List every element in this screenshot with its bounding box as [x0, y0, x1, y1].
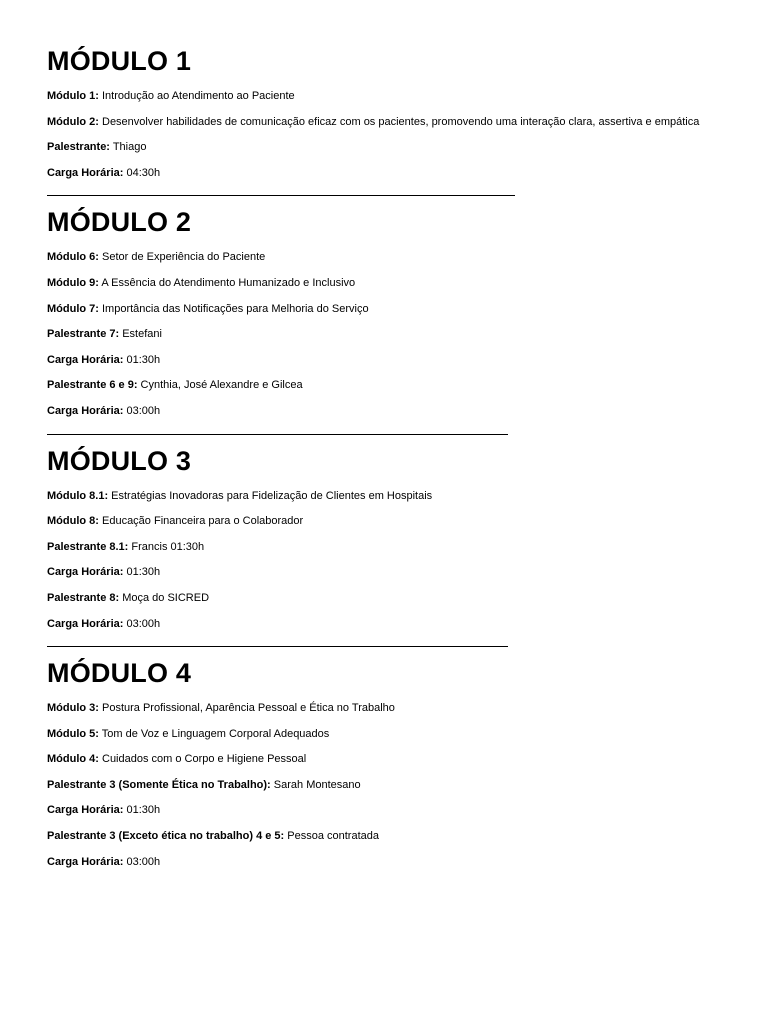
module-2-title: MÓDULO 2 [47, 207, 192, 238]
line-label: Módulo 1: [47, 90, 99, 102]
module-1-line-3 [47, 140, 707, 154]
line-text: Cuidados com o Corpo e Higiene Pessoal [98, 753, 307, 766]
module-4-line-4 [47, 778, 707, 792]
line-label: Palestrante 7: [47, 328, 120, 341]
line-label: Palestrante 3 (Exceto ética no trabalho) 4 e 5: [47, 830, 285, 843]
line-text: 01:30h [123, 566, 161, 579]
line-text: Estratégias Inovadoras para Fidelização de Clientes em Hospitais [108, 489, 433, 502]
line-label: Carga Horária: [47, 617, 124, 630]
module-2-line-6 [47, 378, 707, 392]
module-3-line-3 [47, 540, 707, 554]
module-1-line-2 [47, 115, 707, 129]
line-text: A Essência do Atendimento Humanizado e Inclusivo [98, 276, 356, 289]
module-2-line-1 [47, 250, 707, 264]
line-label: Módulo 2: [47, 115, 99, 128]
module-4-line-3 [47, 752, 707, 766]
line-label: Palestrante 6 e 9: [47, 379, 138, 392]
line-label: Módulo 9: [47, 276, 99, 289]
module-3-line-1 [47, 489, 707, 503]
module-4-line-5 [47, 803, 707, 817]
line-text: Francis 01:30h [128, 540, 205, 553]
module-4-line-2 [47, 727, 707, 741]
line-text: Sarah Montesano [270, 778, 361, 791]
module-1-title: MÓDULO 1 [47, 46, 192, 76]
line-label: Módulo 6: [47, 251, 99, 264]
line-text: Educação Financeira para o Colaborador [98, 515, 304, 528]
line-text: 03:00h [123, 855, 161, 868]
line-text: Thiago [109, 141, 147, 154]
line-text: Desenvolver habilidades de comunicação eficaz com os pacientes, promovendo uma interação clara, assertiva e empática [98, 115, 700, 128]
line-text: Setor de Experiência do Paciente [98, 251, 266, 264]
line-label: Carga Horária: [47, 353, 124, 366]
line-label: Carga Horária: [47, 404, 124, 417]
module-3-line-4 [47, 565, 707, 579]
line-label: Módulo 5: [47, 727, 99, 740]
line-label: Módulo 7: [47, 302, 99, 315]
module-3-line-6 [47, 617, 707, 631]
line-text: Pessoa contratada [284, 830, 379, 843]
module-1-line-1 [47, 89, 707, 103]
line-label: Palestrante: [47, 141, 110, 154]
module-4-line-1 [47, 701, 707, 715]
line-label: Módulo 3: [47, 702, 99, 715]
line-label: Módulo 8: [47, 515, 99, 528]
module-2-line-5 [47, 353, 707, 367]
line-text: Moça do SICRED [119, 591, 210, 604]
module-3-line-2 [47, 514, 707, 528]
line-label: Carga Horária: [47, 166, 124, 179]
line-label: Carga Horária: [47, 566, 124, 579]
line-text: Estefani [119, 328, 162, 341]
line-label: Carga Horária: [47, 804, 124, 817]
module-3-section [47, 444, 707, 648]
line-text: Postura Profissional, Aparência Pessoal e Ética no Trabalho [98, 702, 395, 715]
line-label: Palestrante 3 (Somente Ética no Trabalho): [47, 778, 271, 791]
line-text: Cynthia, José Alexandre e Gilcea [137, 379, 303, 392]
line-text: 04:30h [123, 166, 161, 179]
line-text: 03:00h [123, 617, 161, 630]
line-label: Módulo 4: [47, 753, 99, 766]
line-text: 01:30h [123, 804, 161, 817]
section-divider [47, 426, 707, 435]
section-divider [47, 187, 707, 196]
line-label: Palestrante 8: [47, 591, 120, 604]
module-3-title: MÓDULO 3 [47, 445, 192, 476]
line-text: 03:00h [123, 404, 161, 417]
module-2-line-3 [47, 302, 707, 316]
line-label: Carga Horária: [47, 855, 124, 868]
module-1-section [47, 44, 707, 196]
module-4-line-7 [47, 855, 707, 869]
module-1-line-4 [47, 166, 707, 180]
module-2-section [47, 205, 707, 434]
module-2-line-4 [47, 327, 707, 341]
line-label: Palestrante 8.1: [47, 540, 129, 553]
line-text: Importância das Notificações para Melhoria do Serviço [98, 302, 369, 315]
line-text: Introdução ao Atendimento ao Paciente [98, 90, 295, 102]
module-4-line-6 [47, 829, 707, 843]
module-4-title: MÓDULO 4 [47, 658, 192, 689]
module-2-line-7 [47, 404, 707, 418]
line-text: 01:30h [123, 353, 161, 366]
document-page [47, 44, 707, 880]
module-3-line-5 [47, 591, 707, 605]
line-label: Módulo 8.1: [47, 489, 109, 502]
line-text: Tom de Voz e Linguagem Corporal Adequados [98, 727, 330, 740]
module-2-line-2 [47, 276, 707, 290]
module-4-section [47, 656, 707, 869]
section-divider [47, 638, 707, 647]
